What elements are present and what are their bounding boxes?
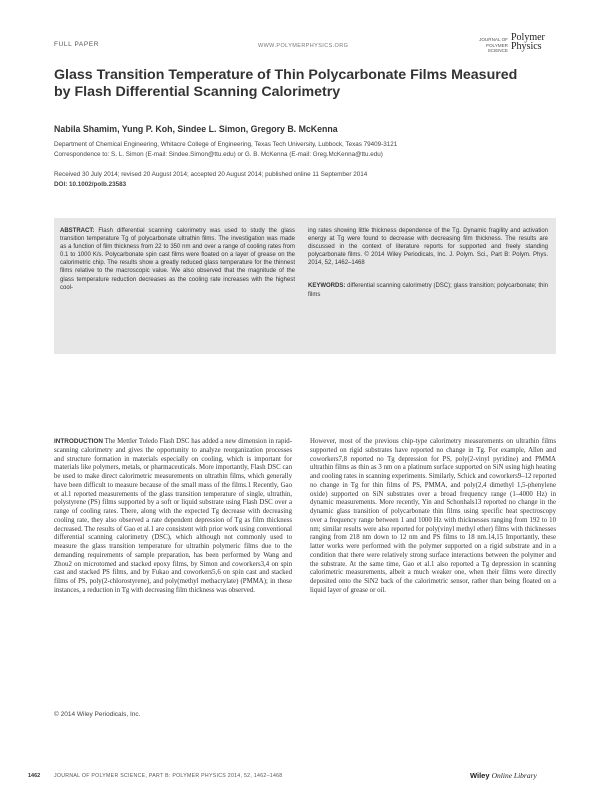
abstract-text-left: Flash differential scanning calorimetry was used to study the glass transition temperature Tg of polycarbonate ultrathin films. The investigation was made as a function of film thickness from 22 to 350 nm and over a range of cooling rates from 0.1 to 1000 K/s. Polycarbonate spin cast films were floated on a layer of grease on the calorimetric chip. The results show a greatly reduced glass temperature for the thinnest films relative to the macroscopic value. We also observed that the magnitude of the glass temperature reduction decreases as the cooling rate increases with the highest cool- xyxy=(60,228,295,291)
body-text-left: The Mettler Toledo Flash DSC has added a new dimension in rapid-scanning calorimetry and gives the opportunity to analyze reorganization processes and structure formation in materials especially on cooling, which is important for materials like polymers, metals, or pharmaceuticals. More importantly, Flash DSC can be used to make direct calorimetric measurements on ultrathin films, which generally have been difficult to measure because of the small mass of the films.1 Recently, Gao et al.1 reported measurements of the glass transition temperature of single, ultrathin, polystyrene (PS) films supported by a soft or liquid substrate using Flash DSC over a range of cooling rates. There, along with the expected Tg decrease with decreasing cooling rate, they also observed a rate dependent depression of Tg as film thickness decreased. The results of Gao et al.1 are consistent with prior work using conventional differential scanning calorimetry (DSC), which although not commonly used to measure the glass transition temperature for ultrathin polymeric films due to the demanding requirements of sample preparation, has been performed by Wang and Zhou2 on microtomed and stacked epoxy films, by Simon and coworkers3,4 on spin cast and stacked PS films, and by Fukao and coworkers5,6 on spin cast and stacked films of PS, poly(2-chlorostyrene), and poly(methyl methacrylate) (PMMA); in those instances, a reduction in Tg with decreasing film thickness was observed. xyxy=(54,438,292,594)
abstract-box xyxy=(54,218,556,354)
received-dates: Received 30 July 2014; revised 20 August 2014; accepted 20 August 2014; published online 11 September 2014 xyxy=(54,171,368,178)
body-left-column xyxy=(54,438,292,596)
author-list: Nabila Shamim, Yung P. Koh, Sindee L. Simon, Gregory B. McKenna xyxy=(54,124,338,134)
affiliation: Department of Chemical Engineering, Whitacre College of Engineering, Texas Tech University, Lubbock, Texas 79409-3121 xyxy=(54,141,398,148)
journal-logo-big-line1: Polymer xyxy=(511,32,545,43)
journal-logo-big xyxy=(511,33,545,51)
keywords xyxy=(308,282,548,298)
wiley-logo-italic: Online Library xyxy=(491,771,537,780)
journal-logo xyxy=(474,33,554,55)
journal-logo-small-line1: JOURNAL OF xyxy=(479,37,508,42)
keywords-label: KEYWORDS: xyxy=(308,283,346,290)
introduction-heading: INTRODUCTION xyxy=(54,438,103,445)
journal-logo-small-line2: POLYMER SCIENCE xyxy=(485,42,508,54)
footer-copyright: © 2014 Wiley Periodicals, Inc. xyxy=(54,711,141,718)
body-text-right: However, most of the previous chip-type calorimetry measurements on ultrathin films supported on rigid substrates have reported no change in Tg. For example, Allen and coworkers7,8 reported no Tg depression for PS, poly(2-vinyl pyridine) and PMMA ultrathin films as thin as 3 nm on a platinum surface supported on SiN using high heating and cooling rates in scanning experiments. Similarly, Schick and coworkers9–12 reported no change in Tg for thin films of PS, PMMA, and poly(2,4 dimethyl 1,5-phenylene oxide) supported on SiN substrates over a broad frequency range (1–4000 Hz) in dynamic measurements. More recently, Yin and Schonhals13 reported no change in the dynamic glass transition of polycarbonate thin films using specific heat spectroscopy over a frequency range between 1 and 1000 Hz with thicknesses ranging from 192 to 10 nm; similar results were also reported for poly(vinyl methyl ether) films with thicknesses ranging from 218 nm down to 12 nm and PS films to 18 nm.14,15 Importantly, these latter works were performed with the polymer supported on a rigid substrate and in a condition that there were relatively strong surface interactions between the polymer and the substrate. At the same time, Gao et al.1 also reported a Tg depression in scanning calorimetric measurements, albeit a much weaker one, when their films were directly deposited onto the SiN2 back of the calorimetric sensor, rather than being floated on a liquid layer of grease or oil. xyxy=(310,438,556,594)
publication-history xyxy=(54,170,554,189)
journal-logo-small xyxy=(474,37,508,54)
section-label: FULL PAPER xyxy=(54,41,100,48)
website-link[interactable]: WWW.POLYMERPHYSICS.ORG xyxy=(258,43,349,49)
abstract-right-column xyxy=(308,227,548,299)
doi[interactable]: DOI: 10.1002/polb.23583 xyxy=(54,180,127,188)
article-title: Glass Transition Temperature of Thin Polycarbonate Films Measured by Flash Differential Scanning Calorimetry xyxy=(54,67,518,100)
page-number: 1462 xyxy=(28,773,41,779)
footer-journal-citation: JOURNAL OF POLYMER SCIENCE, PART B: POLYMER PHYSICS 2014, 52, 1462–1468 xyxy=(54,773,283,779)
keywords-text: differential scanning calorimetry (DSC); glass transition; polycarbonate; thin films xyxy=(308,283,548,298)
abstract-label: ABSTRACT: xyxy=(60,228,95,234)
correspondence: Correspondence to: S. L. Simon (E-mail: Sindee.Simon@ttu.edu) or G. B. McKenna (E-mail: Greg.McKenna@ttu.edu) xyxy=(54,150,383,158)
abstract-text-right: ing rates showing little thickness dependence of the Tg. Dynamic fragility and activation energy at Tg were found to decrease with decreasing film thickness. The results are discussed in the context of literature reports for supported and freely standing polycarbonate films. © 2014 Wiley Periodicals, Inc. J. Polym. Sci., Part B: Polym. Phys. 2014, 52, 1462–1468 xyxy=(308,228,548,267)
wiley-logo-bold: Wiley xyxy=(470,771,490,780)
body-right-column xyxy=(310,438,556,596)
wiley-online-library-logo[interactable] xyxy=(470,771,537,780)
abstract-left-column xyxy=(60,227,295,292)
affiliation-block xyxy=(54,140,554,159)
journal-logo-big-line2: Physics xyxy=(511,41,542,52)
